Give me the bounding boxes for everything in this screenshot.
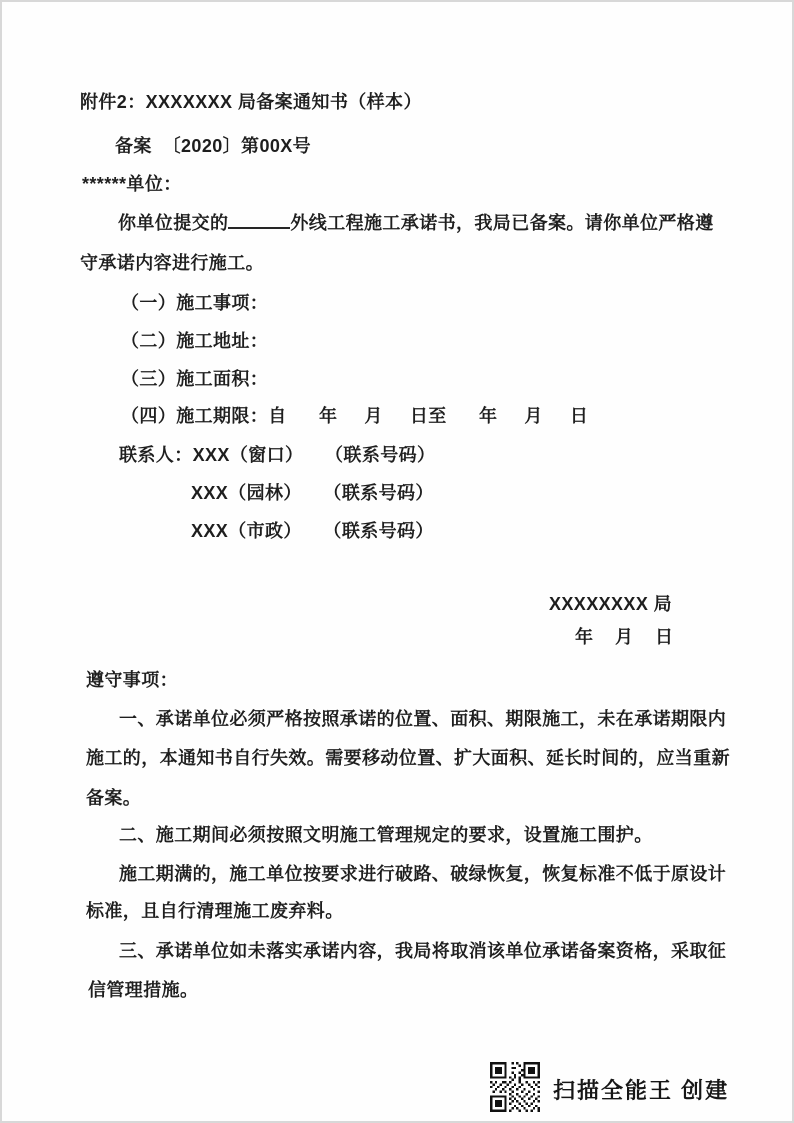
qr-code-icon bbox=[490, 1062, 540, 1112]
note-1-line-1: 一、承诺单位必须严格按照承诺的位置、面积、期限施工，未在承诺期限内 bbox=[119, 709, 727, 729]
intro-text-before-blank: 你单位提交的 bbox=[118, 213, 229, 234]
item-construction-matter: （一）施工事项： bbox=[121, 293, 269, 313]
note-1-line-3: 备案。 bbox=[86, 788, 142, 808]
item-construction-address: （二）施工地址： bbox=[121, 331, 269, 351]
intro-line-1 bbox=[118, 211, 714, 235]
signature-date: 年 月 日 bbox=[575, 627, 674, 647]
notes-title: 遵守事项： bbox=[86, 670, 178, 690]
intro-line-2: 守承诺内容进行施工。 bbox=[80, 253, 264, 273]
note-2-line-3: 标准，且自行清理施工废弃料。 bbox=[86, 901, 344, 921]
note-1-line-2: 施工的，本通知书自行失效。需要移动位置、扩大面积、延长时间的，应当重新 bbox=[86, 748, 730, 768]
item-construction-area: （三）施工面积： bbox=[121, 369, 269, 389]
intro-text-after-blank: 外线工程施工承诺书，我局已备案。请你单位严格遵 bbox=[290, 213, 714, 234]
contact-line-garden: XXX（园林） （联系号码） bbox=[191, 483, 434, 503]
signature-org: XXXXXXXX 局 bbox=[549, 594, 673, 614]
addressee-line: ******单位： bbox=[82, 174, 182, 194]
contact-line-window: 联系人：XXX（窗口） （联系号码） bbox=[119, 445, 436, 465]
fill-in-blank-underline bbox=[228, 211, 290, 229]
note-2-line-1: 二、施工期间必须按照文明施工管理规定的要求，设置施工围护。 bbox=[119, 825, 653, 845]
note-3-line-2: 信管理措施。 bbox=[88, 980, 199, 1000]
contact-line-municipal: XXX（市政） （联系号码） bbox=[191, 521, 434, 541]
note-3-line-1: 三、承诺单位如未落实承诺内容，我局将取消该单位承诺备案资格，采取征 bbox=[119, 941, 727, 961]
item-construction-period: （四）施工期限：自 年 月 日至 年 月 日 bbox=[121, 406, 589, 426]
note-2-line-2: 施工期满的，施工单位按要求进行破路、破绿恢复，恢复标准不低于原设计 bbox=[119, 864, 727, 884]
attachment-title: 附件2：XXXXXXX 局备案通知书（样本） bbox=[80, 92, 422, 112]
scanner-watermark-label: 扫描全能王 创建 bbox=[553, 1078, 730, 1103]
document-number: 备案 〔2020〕第00X号 bbox=[115, 136, 312, 156]
